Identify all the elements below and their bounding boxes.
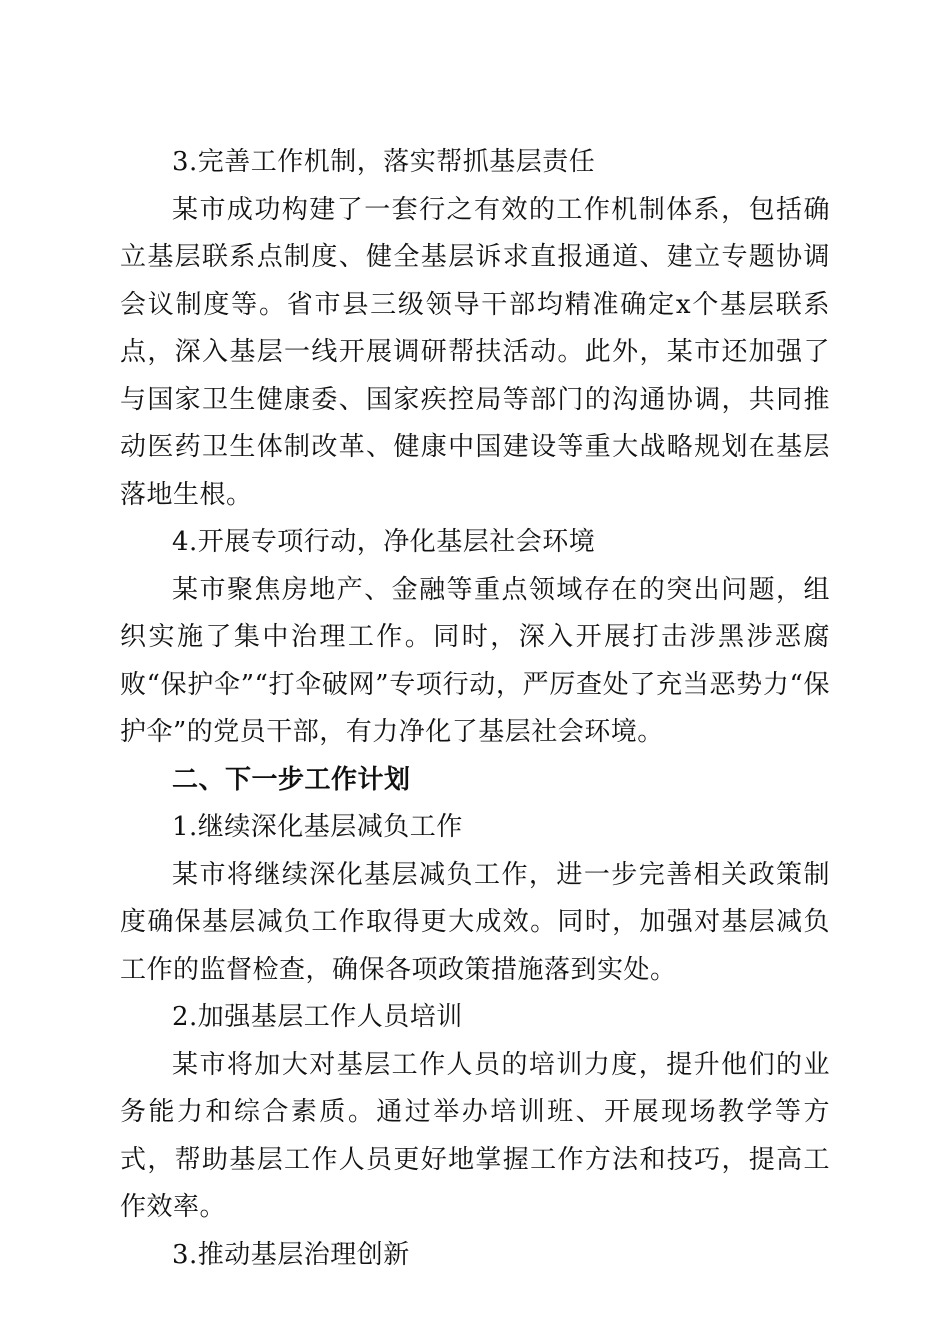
subheading-improve-mechanism: 3.完善工作机制，落实帮抓基层责任 — [172, 147, 596, 177]
subheading-reduce-burden: 1.继续深化基层减负工作 — [172, 812, 463, 842]
section-heading-next-plan: 二、下一步工作计划 — [172, 764, 411, 795]
paragraph-staff-training: 某市将加大对基层工作人员的培训力度，提升他们的业务能力和综合素质。通过举办培训班、开展现场教学等方式，帮助基层工作人员更好地掌握工作方法和技巧，提高工作效率。 — [120, 1049, 830, 1222]
subheading-special-action: 4.开展专项行动，净化基层社会环境 — [172, 527, 596, 557]
subheading-staff-training: 2.加强基层工作人员培训 — [172, 1002, 463, 1032]
subheading-governance-innovation: 3.推动基层治理创新 — [172, 1239, 410, 1270]
document-body — [120, 139, 830, 1279]
paragraph-reduce-burden: 某市将继续深化基层减负工作，进一步完善相关政策制度确保基层减负工作取得更大成效。同时，加强对基层减负工作的监督检查，确保各项政策措施落到实处。 — [120, 859, 830, 985]
paragraph-special-governance: 某市聚焦房地产、金融等重点领域存在的突出问题，组织实施了集中治理工作。同时，深入开展打击涉黑涉恶腐败“保护伞”“打伞破网”专项行动，严厉查处了充当恶势力“保护伞”的党员干部，有力净化了基层社会环境。 — [120, 574, 830, 747]
paragraph-mechanism-system: 某市成功构建了一套行之有效的工作机制体系，包括确立基层联系点制度、健全基层诉求直报通道、建立专题协调会议制度等。省市县三级领导干部均精准确定x个基层联系点，深入基层一线开展调研帮扶活动。此外，某市还加强了与国家卫生健康委、国家疾控局等部门的沟通协调，共同推动医药卫生体制改革、健康中国建设等重大战略规划在基层落地生根。 — [120, 194, 830, 510]
